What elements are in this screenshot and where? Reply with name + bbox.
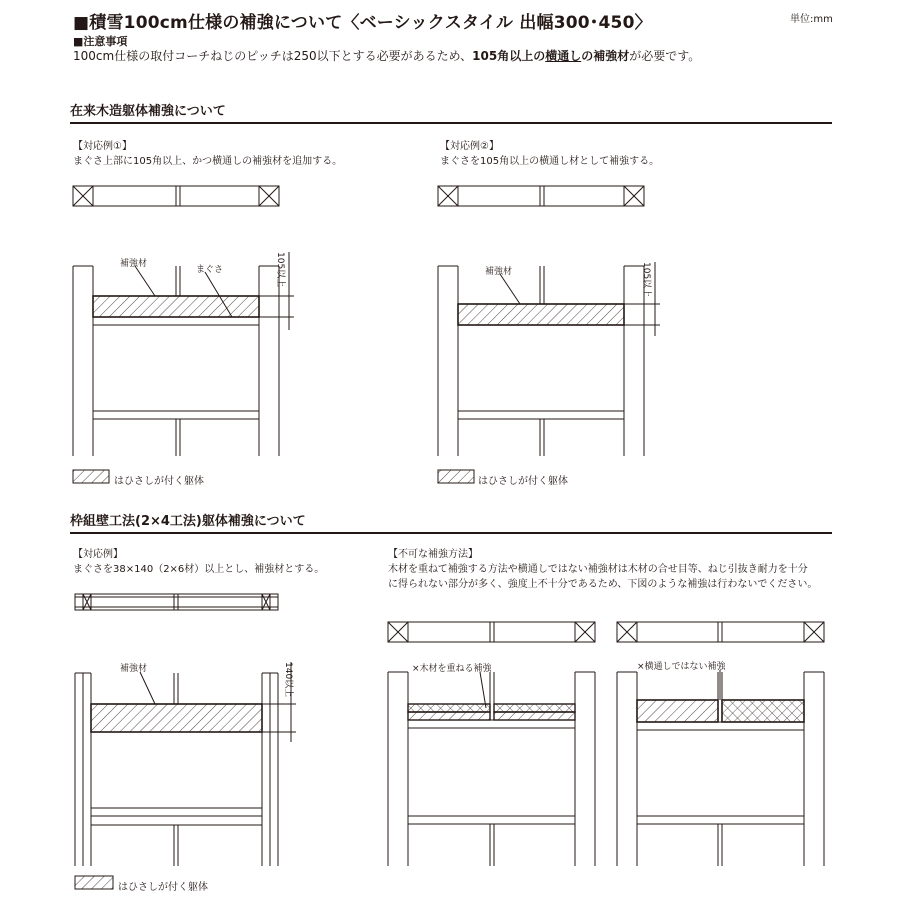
page-title: ■積雪100cm仕様の補強について〈ベーシックスタイル 出幅300･450〉 (73, 13, 652, 33)
legend-text-1: はひさしが付く躯体 (114, 476, 204, 487)
legend-swatch-1 (73, 470, 109, 483)
callout-reinforce-3: 補強材 (120, 664, 148, 674)
note-bold-2: の補強材 (581, 49, 630, 63)
dimension-105-1: 105以上 (275, 252, 285, 288)
legend-text-3: はひさしが付く躯体 (118, 882, 208, 893)
section1-heading-text: 在来木造躯体補強について (70, 104, 226, 119)
example1-label: 【対応例①】 (73, 141, 132, 152)
callout-not-through: ×横通しではない補強 (637, 662, 726, 672)
plan-view-bad-a (388, 622, 595, 642)
dimension-105-2: 105以上 (641, 262, 651, 298)
plan-view-1 (73, 186, 279, 206)
note-bold-1: 105角以上の (472, 49, 546, 63)
callout-reinforce-2: 補強材 (485, 267, 513, 277)
plan-view-bad-b (617, 622, 824, 642)
example3-label: 【対応例】 (73, 549, 123, 560)
note-underline: 横通し (545, 49, 582, 63)
elevation-1 (73, 252, 294, 456)
plan-view-2 (438, 186, 644, 206)
elevation-bad-a (388, 672, 595, 866)
legend-swatch-2 (438, 470, 474, 483)
elevation-3 (75, 662, 296, 866)
example2-text: まぐさを105角以上の横通し材として補強する。 (440, 156, 660, 167)
callout-lintel-1: まぐさ (196, 265, 224, 275)
bad-text-1: 木材を重ねて補強する方法や横通しではない補強材は木材の合せ目等、ねじ引抜き耐力を十分 (388, 564, 808, 575)
callout-reinforce-1: 補強材 (120, 259, 148, 269)
example2-label: 【対応例②】 (440, 141, 499, 152)
legend-text-2: はひさしが付く躯体 (478, 476, 568, 487)
unit-label: 単位:mm (790, 14, 833, 25)
section2-heading-text: 枠組壁工法(2×4工法)躯体補強について (70, 514, 306, 529)
callout-stacked: ×木材を重ねる補強 (412, 664, 492, 674)
note-text-1: 100cm仕様の取付コーチねじのピッチは250以下とする必要があるため、 (73, 49, 473, 63)
bad-text-2: に得られない部分が多く、強度上不十分であるため、下図のような補強は行わないでください。 (388, 579, 818, 590)
note-heading: ■注意事項 (73, 35, 128, 48)
example3-text: まぐさを38×140（2×6材）以上とし、補強材とする。 (73, 564, 325, 575)
elevation-bad-b (617, 670, 824, 866)
bad-label: 【不可な補強方法】 (388, 549, 478, 560)
dimension-140: 140以上 (283, 662, 293, 698)
note-text-2: が必要です。 (629, 49, 701, 63)
plan-view-3 (75, 594, 278, 610)
example1-text: まぐさ上部に105角以上、かつ横通しの補強材を追加する。 (73, 156, 343, 167)
legend-swatch-3 (75, 876, 113, 889)
elevation-2 (438, 262, 660, 456)
